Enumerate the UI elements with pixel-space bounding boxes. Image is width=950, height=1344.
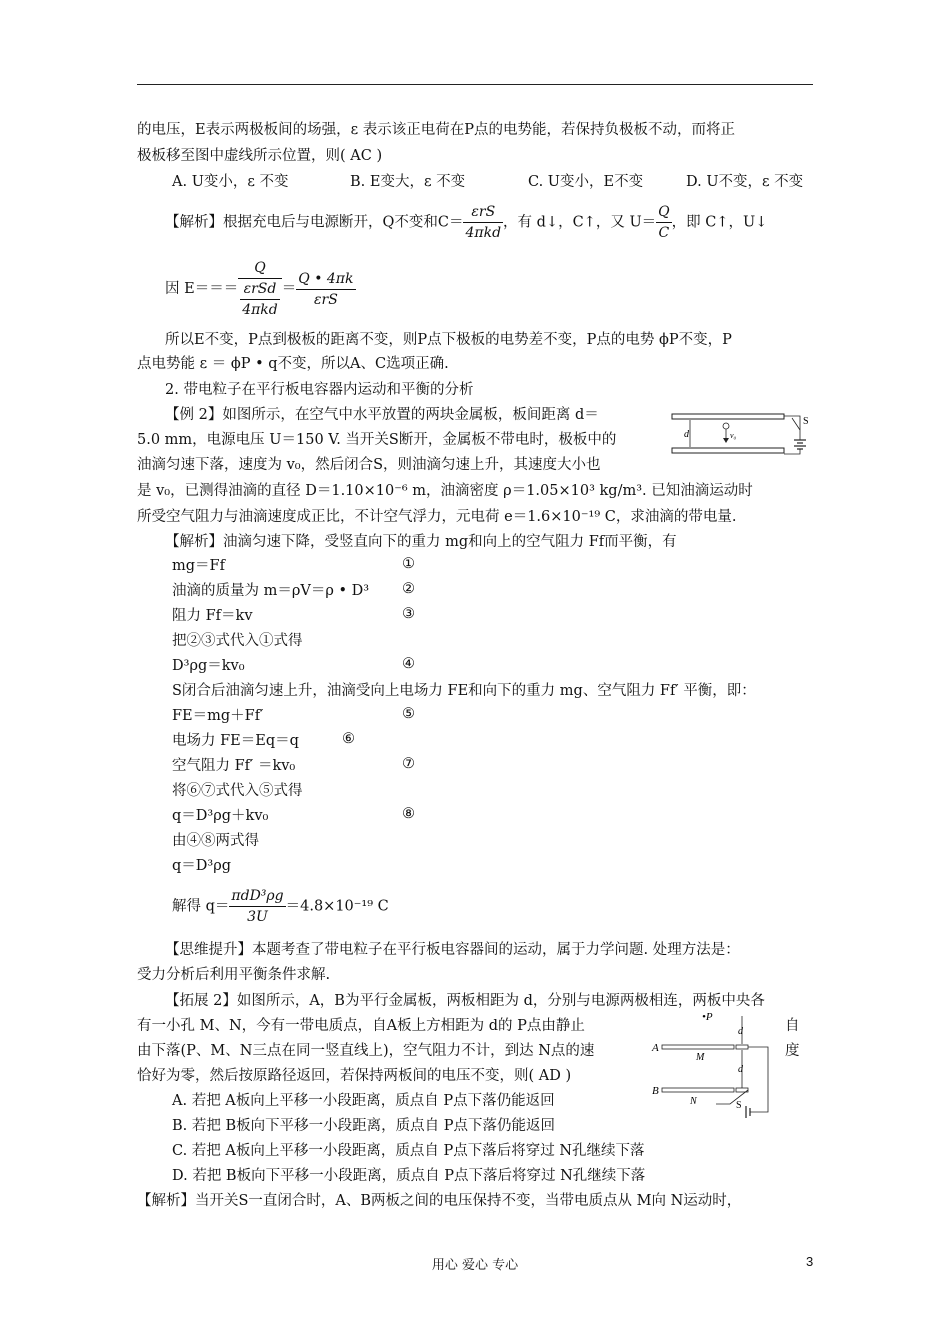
fraction-num: πdD³ρg	[229, 886, 285, 907]
extension-option-a: A. 若把 A板向上平移一小段距离，质点自 P点下落仍能返回	[172, 1093, 555, 1109]
fraction-e	[238, 258, 282, 320]
fraction-den: C	[658, 225, 670, 241]
section-heading: 2. 带电粒子在平行板电容器内运动和平衡的分析	[165, 382, 474, 398]
equation-number: ③	[402, 606, 415, 622]
hole-n-label: N	[690, 1096, 697, 1107]
fraction-den	[238, 279, 282, 320]
extension-line-end: 度	[785, 1043, 800, 1059]
solution-line: S闭合后油滴匀速上升，油滴受向上电场力 FE和向下的重力 mg、空气阻力 Ff′ 平衡，即：	[172, 683, 756, 699]
page-footer: 用心 爱心 专心	[431, 1258, 519, 1273]
equation-number: ⑥	[342, 731, 355, 747]
extension-line: 由下落(P、M、N三点在同一竖直线上)，空气阻力不计，到达 N点的速	[137, 1043, 595, 1059]
option-c: C. U变小，E不变	[528, 174, 644, 190]
extension-option-b: B. 若把 B板向下平移一小段距离，质点自 P点下落仍能返回	[172, 1118, 556, 1134]
point-p-label: •P	[702, 1011, 713, 1023]
text-span: 【解析】根据充电后与电源断开，Q不变和C＝	[165, 214, 464, 231]
fraction-num: Q	[238, 258, 282, 279]
insight-line: 【思维提升】本题考查了带电粒子在平行板电容器间的运动，属于力学问题. 处理方法是：	[165, 942, 740, 958]
equation: q＝D³ρg＋kv₀	[172, 808, 269, 824]
equation-number: ①	[402, 556, 415, 572]
option-d: D. U不变，ε 不变	[686, 174, 804, 190]
equation: FE＝mg＋Ff′	[172, 708, 264, 724]
text-line: 点电势能 ε ＝ ϕP • q不变，所以A、C选项正确.	[137, 356, 449, 372]
switch	[792, 418, 800, 430]
final-answer	[172, 886, 389, 927]
text-span: ＝4.8×10⁻¹⁹ C	[285, 898, 389, 915]
equation: 电场力 FE＝Eq＝q	[172, 733, 299, 749]
example-line: 【例 2】如图所示，在空气中水平放置的两块金属板，板间距离 d＝	[165, 407, 599, 423]
analysis-line-2	[165, 258, 356, 320]
equation: 阻力 Ff＝kv	[172, 608, 253, 624]
example-line: 5.0 mm，电源电压 U＝150 V. 当开关S断开，金属板不带电时，极板中的	[137, 432, 617, 448]
fraction-den: 4πkd	[242, 302, 278, 318]
equation-number: ②	[402, 581, 415, 597]
equation-number: ⑦	[402, 756, 415, 772]
distance-label: d	[738, 1064, 743, 1075]
fraction-num: Q • 4πk	[296, 269, 355, 290]
equation: D³ρg＝kv₀	[172, 658, 245, 674]
insight-line: 受力分析后利用平衡条件求解.	[137, 967, 331, 983]
velocity-label: v₀	[730, 431, 737, 440]
oil-drop	[723, 423, 729, 429]
plate-b	[662, 1088, 734, 1092]
equation-number: ⑧	[402, 806, 415, 822]
text-span: 因 E＝＝＝	[165, 281, 239, 297]
switch-label: S	[803, 416, 809, 427]
top-plate	[672, 414, 784, 419]
text-span: ，有 d↓，C↑，又 U＝	[503, 214, 657, 231]
option-a: A. U变小，ε 不变	[172, 174, 289, 190]
example-line: 是 v₀，已测得油滴的直径 D＝1.10×10⁻⁶ m，油滴密度 ρ＝1.05×10³ kg/m³. 已知油滴运动时	[137, 483, 753, 499]
extension-line: 恰好为零，然后按原路径返回，若保持两板间的电压不变，则( AD )	[137, 1068, 572, 1084]
header-rule	[137, 84, 813, 85]
equation-number: ④	[402, 656, 415, 672]
equation-number: ⑤	[402, 706, 415, 722]
example-line: 所受空气阻力与油滴速度成正比，不计空气浮力，元电荷 e＝1.6×10⁻¹⁹ C，求油滴的带电量.	[137, 509, 737, 525]
equation: 空气阻力 Ff′ ＝kv₀	[172, 758, 296, 774]
extension-option-c: C. 若把 A板向上平移一小段距离，质点自 P点下落后将穿过 N孔继续下落	[172, 1143, 645, 1159]
equation: mg＝Ff	[172, 558, 225, 574]
fraction-c	[463, 202, 503, 243]
plate-b-label: B	[652, 1085, 659, 1097]
extension-line: 有一小孔 M、N，今有一带电质点，自A板上方相距为 d的 P点由静止	[137, 1018, 585, 1034]
fraction-num: εrS	[463, 202, 503, 223]
solution-line: 将⑥⑦式代入⑤式得	[172, 783, 303, 799]
option-b: B. E变大，ε 不变	[350, 174, 466, 190]
text-line: 极板移至图中虚线所示位置，则( AC )	[137, 148, 383, 164]
extension-line: 【拓展 2】如图所示，A，B为平行金属板，两板相距为 d，分别与电源两极相连，两板中央各	[165, 993, 765, 1009]
capacitor-oil-drop-figure	[668, 404, 818, 474]
text-span: 解得 q＝	[172, 898, 230, 915]
example-line: 油滴匀速下落，速度为 v₀，然后闭合S，则油滴匀速上升，其速度大小也	[137, 457, 601, 473]
equation: q＝D³ρg	[172, 858, 232, 874]
fraction-u	[656, 202, 671, 243]
switch-label: S	[736, 1100, 742, 1111]
solution-line: 把②③式代入①式得	[172, 633, 303, 649]
fraction-num: Q	[656, 202, 671, 223]
solution-line: 【解析】油滴匀速下降，受竖直向下的重力 mg和向上的空气阻力 Ff而平衡，有	[165, 534, 677, 550]
extension-analysis: 【解析】当开关S一直闭合时，A、B两板之间的电压保持不变，当带电质点从 M向 N运动时，	[137, 1193, 742, 1209]
extension-option-d: D. 若把 B板向下平移一小段距离，质点自 P点下落后将穿过 N孔继续下落	[172, 1168, 646, 1184]
page-number: 3	[806, 1254, 814, 1269]
wire	[748, 1047, 768, 1112]
distance-label: d	[684, 429, 689, 440]
fraction-den: εrS	[313, 291, 338, 308]
distance-label: d	[738, 1026, 743, 1037]
extension-line-end: 自	[785, 1018, 800, 1034]
fraction-e2	[296, 269, 355, 310]
text-line: 的电压，E表示两极板间的场强，ε 表示该正电荷在P点的电势能，若保持负极板不动，而将正	[137, 122, 735, 138]
hole-m-label: M	[696, 1052, 705, 1063]
fraction-q	[229, 886, 285, 927]
equation: 油滴的质量为 m＝ρV＝ρ • D³	[172, 583, 370, 599]
text-span: ，即 C↑，U↓	[671, 214, 768, 231]
bottom-plate	[672, 448, 784, 453]
text-line: 所以E不变，P点到极板的距离不变，则P点下极板的电势差不变，P点的电势 ϕP不变，P	[165, 332, 732, 348]
fraction-den: 4πkd	[465, 225, 502, 241]
plate-a	[662, 1045, 734, 1049]
analysis-line-1	[165, 202, 767, 243]
fraction-den: 3U	[247, 909, 268, 925]
solution-line: 由④⑧两式得	[172, 833, 259, 849]
fraction-num: εrSd	[240, 279, 280, 300]
arrow-head	[723, 438, 729, 443]
text-span: ＝	[281, 281, 297, 297]
parallel-plates-figure	[650, 1008, 780, 1118]
plate-a-label: A	[652, 1042, 659, 1054]
